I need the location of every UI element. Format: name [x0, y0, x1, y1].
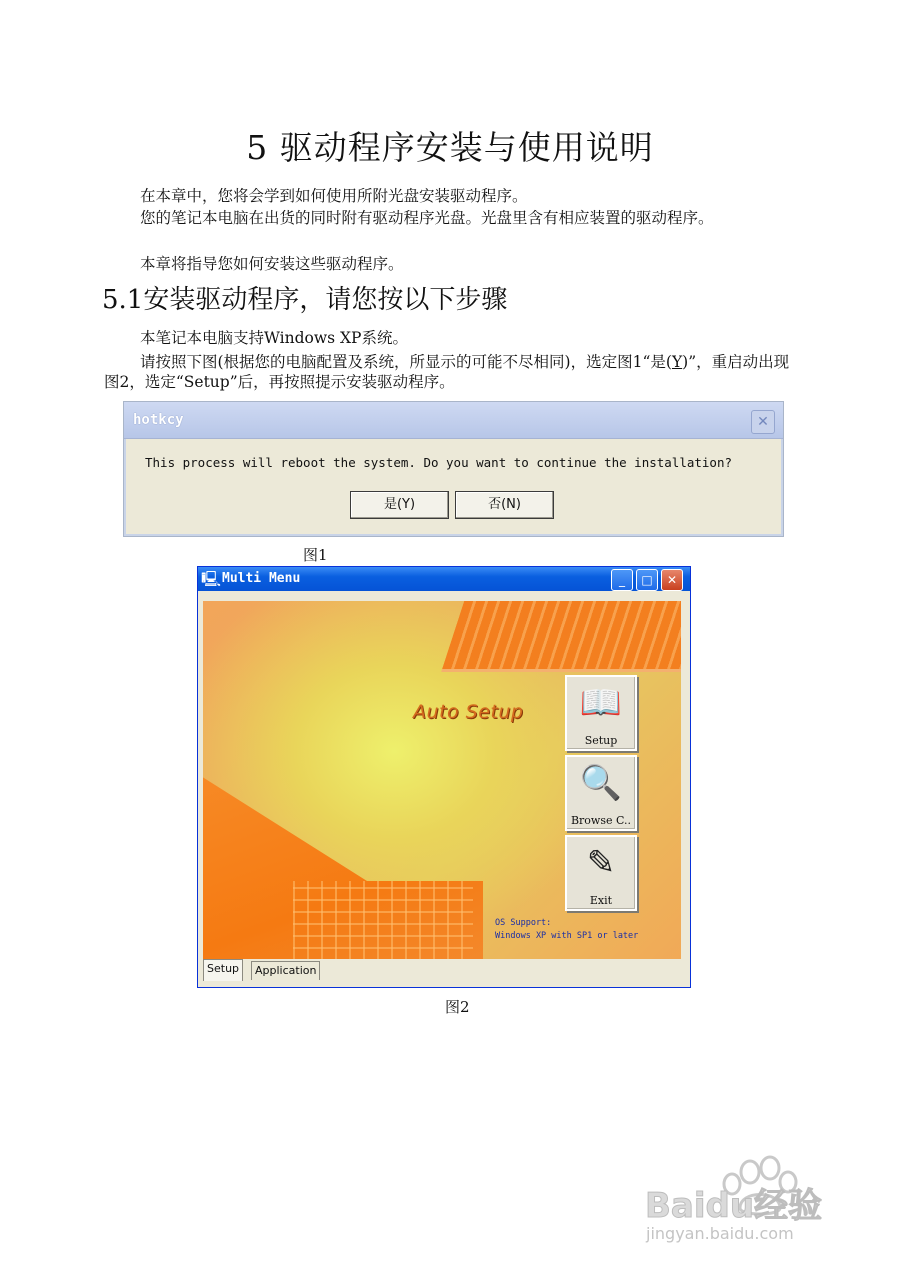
underlined-key: Y [671, 353, 683, 371]
dialog-message: This process will reboot the system. Do you want to continue the installation? [145, 455, 732, 470]
autorun-canvas [203, 601, 681, 959]
yes-button[interactable]: 是(Y) [350, 491, 449, 519]
intro-paragraph-2: 您的笔记本电脑在出货的同时附有驱动程序光盘。光盘里含有相应装置的驱动程序。 [140, 209, 714, 227]
close-icon[interactable]: ✕ [751, 410, 775, 434]
chapter-title: 5 驱动程序安装与使用说明 [246, 128, 654, 167]
os-support-line-2: Windows XP with SP1 or later [495, 931, 639, 941]
browse-cd-button-label: Browse C.. [570, 814, 632, 827]
os-support-note [495, 917, 638, 943]
exit-button[interactable] [565, 835, 637, 911]
auto-setup-banner: Auto Setup [413, 701, 524, 723]
intro-paragraph-3: 本章将指导您如何安装这些驱动程序。 [140, 255, 404, 273]
section-paragraph-1: 本笔记本电脑支持Windows XP系统。 [140, 329, 408, 347]
keyboard-graphic [293, 881, 473, 959]
tab-application[interactable]: Application [251, 961, 320, 980]
setup-button-label: Setup [584, 734, 618, 747]
multi-menu-window [197, 566, 691, 988]
figure-2-caption: 图2 [445, 998, 470, 1016]
baidu-watermark [640, 1150, 860, 1250]
figure-1-caption: 图1 [303, 546, 328, 564]
paragraph-text-part: )”，重启动出现图2，选定“Setup”后，再按照提示安装驱动程序。 [104, 353, 790, 391]
intro-paragraph-1: 在本章中，您将会学到如何使用所附光盘安装驱动程序。 [140, 187, 528, 205]
paragraph-text-part: 请按照下图(根据您的电脑配置及系统，所显示的可能不尽相同)，选定图1“是( [140, 353, 672, 371]
book-icon: 📖 [579, 683, 623, 723]
window-title: Multi Menu [222, 571, 301, 586]
section-heading: 5.1安装驱动程序，请您按以下步骤 [102, 285, 508, 315]
computer-icon: 🖳 [201, 570, 222, 588]
os-support-line-1: OS Support: [495, 918, 552, 928]
dialog-titlebar[interactable] [124, 402, 783, 439]
exit-icon: ✎ [586, 843, 616, 883]
section-paragraph-2 [104, 352, 804, 392]
laptop-graphic-top [441, 601, 681, 672]
exit-button-label: Exit [589, 894, 613, 907]
minimize-icon[interactable]: _ [611, 569, 633, 591]
close-icon[interactable]: ✕ [661, 569, 683, 591]
reboot-dialog [123, 401, 784, 537]
magnifier-icon: 🔍 [579, 763, 623, 803]
watermark-url: jingyan.baidu.com [646, 1224, 794, 1243]
window-titlebar[interactable] [198, 567, 690, 591]
setup-button[interactable] [565, 675, 637, 751]
no-button[interactable]: 否(N) [455, 491, 554, 519]
browse-cd-button[interactable] [565, 755, 637, 831]
dialog-title: hotkcy [133, 412, 184, 428]
watermark-logo: Baidu经验 [645, 1186, 823, 1226]
maximize-icon[interactable]: □ [636, 569, 658, 591]
tab-setup[interactable]: Setup [203, 959, 243, 981]
